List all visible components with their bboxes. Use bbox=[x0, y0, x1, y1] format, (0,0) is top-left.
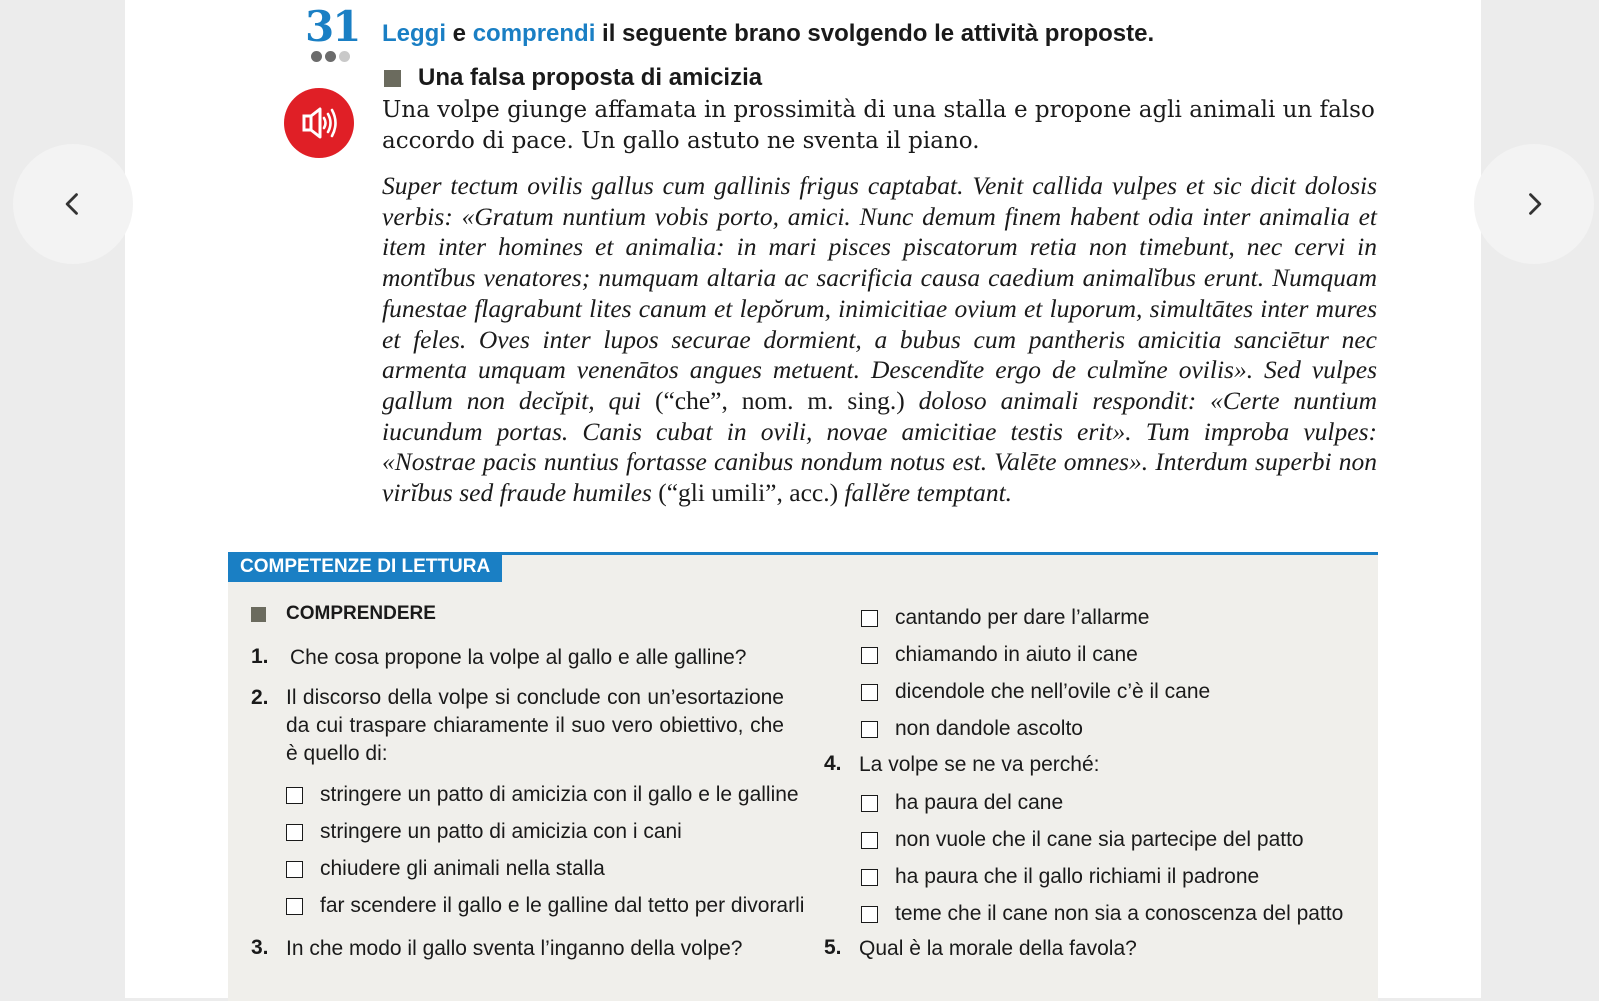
question-number: 5. bbox=[824, 936, 842, 959]
question-text: Qual è la morale della favola? bbox=[859, 937, 1137, 960]
checkbox[interactable] bbox=[861, 832, 878, 849]
square-bullet-icon bbox=[251, 607, 266, 622]
checkbox[interactable] bbox=[861, 610, 878, 627]
square-bullet-icon bbox=[384, 70, 401, 87]
next-page-button[interactable] bbox=[1474, 144, 1594, 264]
comprendere-heading: COMPRENDERE bbox=[251, 603, 436, 625]
answer-option[interactable]: chiamando in aiuto il cane bbox=[861, 643, 1138, 667]
question-number: 1. bbox=[251, 645, 269, 668]
answer-option[interactable]: cantando per dare l’allarme bbox=[861, 606, 1149, 630]
question-text: La volpe se ne va perché: bbox=[859, 753, 1100, 776]
checkbox[interactable] bbox=[861, 795, 878, 812]
passage-introduction: Una volpe giunge affamata in prossimità di una stalla e propone agli animali un falso accordo di pace. Un gallo astuto ne sventa il piano. bbox=[382, 97, 1375, 154]
exercise-instruction: Leggi e comprendi il seguente brano svolgendo le attività proposte. bbox=[382, 20, 1155, 47]
chevron-left-icon bbox=[59, 190, 87, 218]
chevron-right-icon bbox=[1520, 190, 1548, 218]
answer-option[interactable]: dicendole che nell’ovile c’è il cane bbox=[861, 680, 1210, 704]
answer-option[interactable]: chiudere gli animali nella stalla bbox=[286, 857, 605, 881]
checkbox[interactable] bbox=[286, 861, 303, 878]
answer-option[interactable]: non vuole che il cane sia partecipe del patto bbox=[861, 828, 1304, 852]
latin-passage: Super tectum ovilis gallus cum gallinis frigus captabat. Venit callida vulpes et sic dicit dolosis verbis: «Gratum nuntium vobis porto, amici. Nunc demum finem habent odia inter animalia et item inter homines et animalia: in mari pisces piscatorum retia non timebunt, nec cervi in montĭbus venatores; numquam altaria ac sacrificia causa caedium animalĭbus erunt. Numquam funestae flagrabunt lites canum et lepŏrum, inimicitiae ovium et luporum, simultātes inter mures et feles. Oves inter lupos securae dormient, a bubus cum pantheris amicitia sanciētur nec armenta umquam venenātos angues metuent. Descendĭte ergo de culmĭne ovilis». Sed vulpes gallum non decĭpit, qui (“che”, nom. m. sing.) doloso animali respondit: «Certe nuntium iucundum portas. Canis cubat in ovili, novae amicitiae testis erit». Tum improba vulpes: «Nostrae pacis nuntius fortasse canibus nondum notus est. Valēte omnes». Interdum superbi non virĭbus sed fraude humiles (“gli umili”, acc.) fallĕre temptant. bbox=[382, 171, 1377, 508]
reading-skills-tab: COMPETENZE DI LETTURA bbox=[228, 552, 502, 582]
question-number: 2. bbox=[251, 686, 269, 709]
audio-play-button[interactable] bbox=[284, 88, 354, 158]
difficulty-indicator bbox=[311, 51, 350, 62]
speaker-icon bbox=[298, 102, 340, 144]
checkbox[interactable] bbox=[861, 869, 878, 886]
answer-option[interactable]: stringere un patto di amicizia con i cani bbox=[286, 820, 682, 844]
checkbox[interactable] bbox=[861, 647, 878, 664]
question-text: Che cosa propone la volpe al gallo e alle galline? bbox=[290, 646, 747, 669]
answer-option[interactable]: far scendere il gallo e le galline dal tetto per divorarli bbox=[286, 894, 804, 918]
checkbox[interactable] bbox=[861, 684, 878, 701]
checkbox[interactable] bbox=[286, 824, 303, 841]
question-text: Il discorso della volpe si conclude con un’esortazione da cui traspare chiaramente il suo vero obiettivo, che è quello di: bbox=[286, 686, 784, 765]
checkbox[interactable] bbox=[861, 906, 878, 923]
answer-option[interactable]: teme che il cane non sia a conoscenza del patto bbox=[861, 902, 1343, 926]
passage-title: Una falsa proposta di amicizia bbox=[384, 64, 762, 92]
answer-option[interactable]: ha paura che il gallo richiami il padrone bbox=[861, 865, 1259, 889]
checkbox[interactable] bbox=[861, 721, 878, 738]
answer-option[interactable]: stringere un patto di amicizia con il gallo e le galline bbox=[286, 783, 799, 807]
question-number: 3. bbox=[251, 936, 269, 959]
checkbox[interactable] bbox=[286, 787, 303, 804]
question-text: In che modo il gallo sventa l’inganno della volpe? bbox=[286, 937, 743, 960]
answer-option[interactable]: non dandole ascolto bbox=[861, 717, 1083, 741]
exercise-number: 31 bbox=[305, 2, 360, 51]
question-number: 4. bbox=[824, 752, 842, 775]
previous-page-button[interactable] bbox=[13, 144, 133, 264]
answer-option[interactable]: ha paura del cane bbox=[861, 791, 1063, 815]
checkbox[interactable] bbox=[286, 898, 303, 915]
